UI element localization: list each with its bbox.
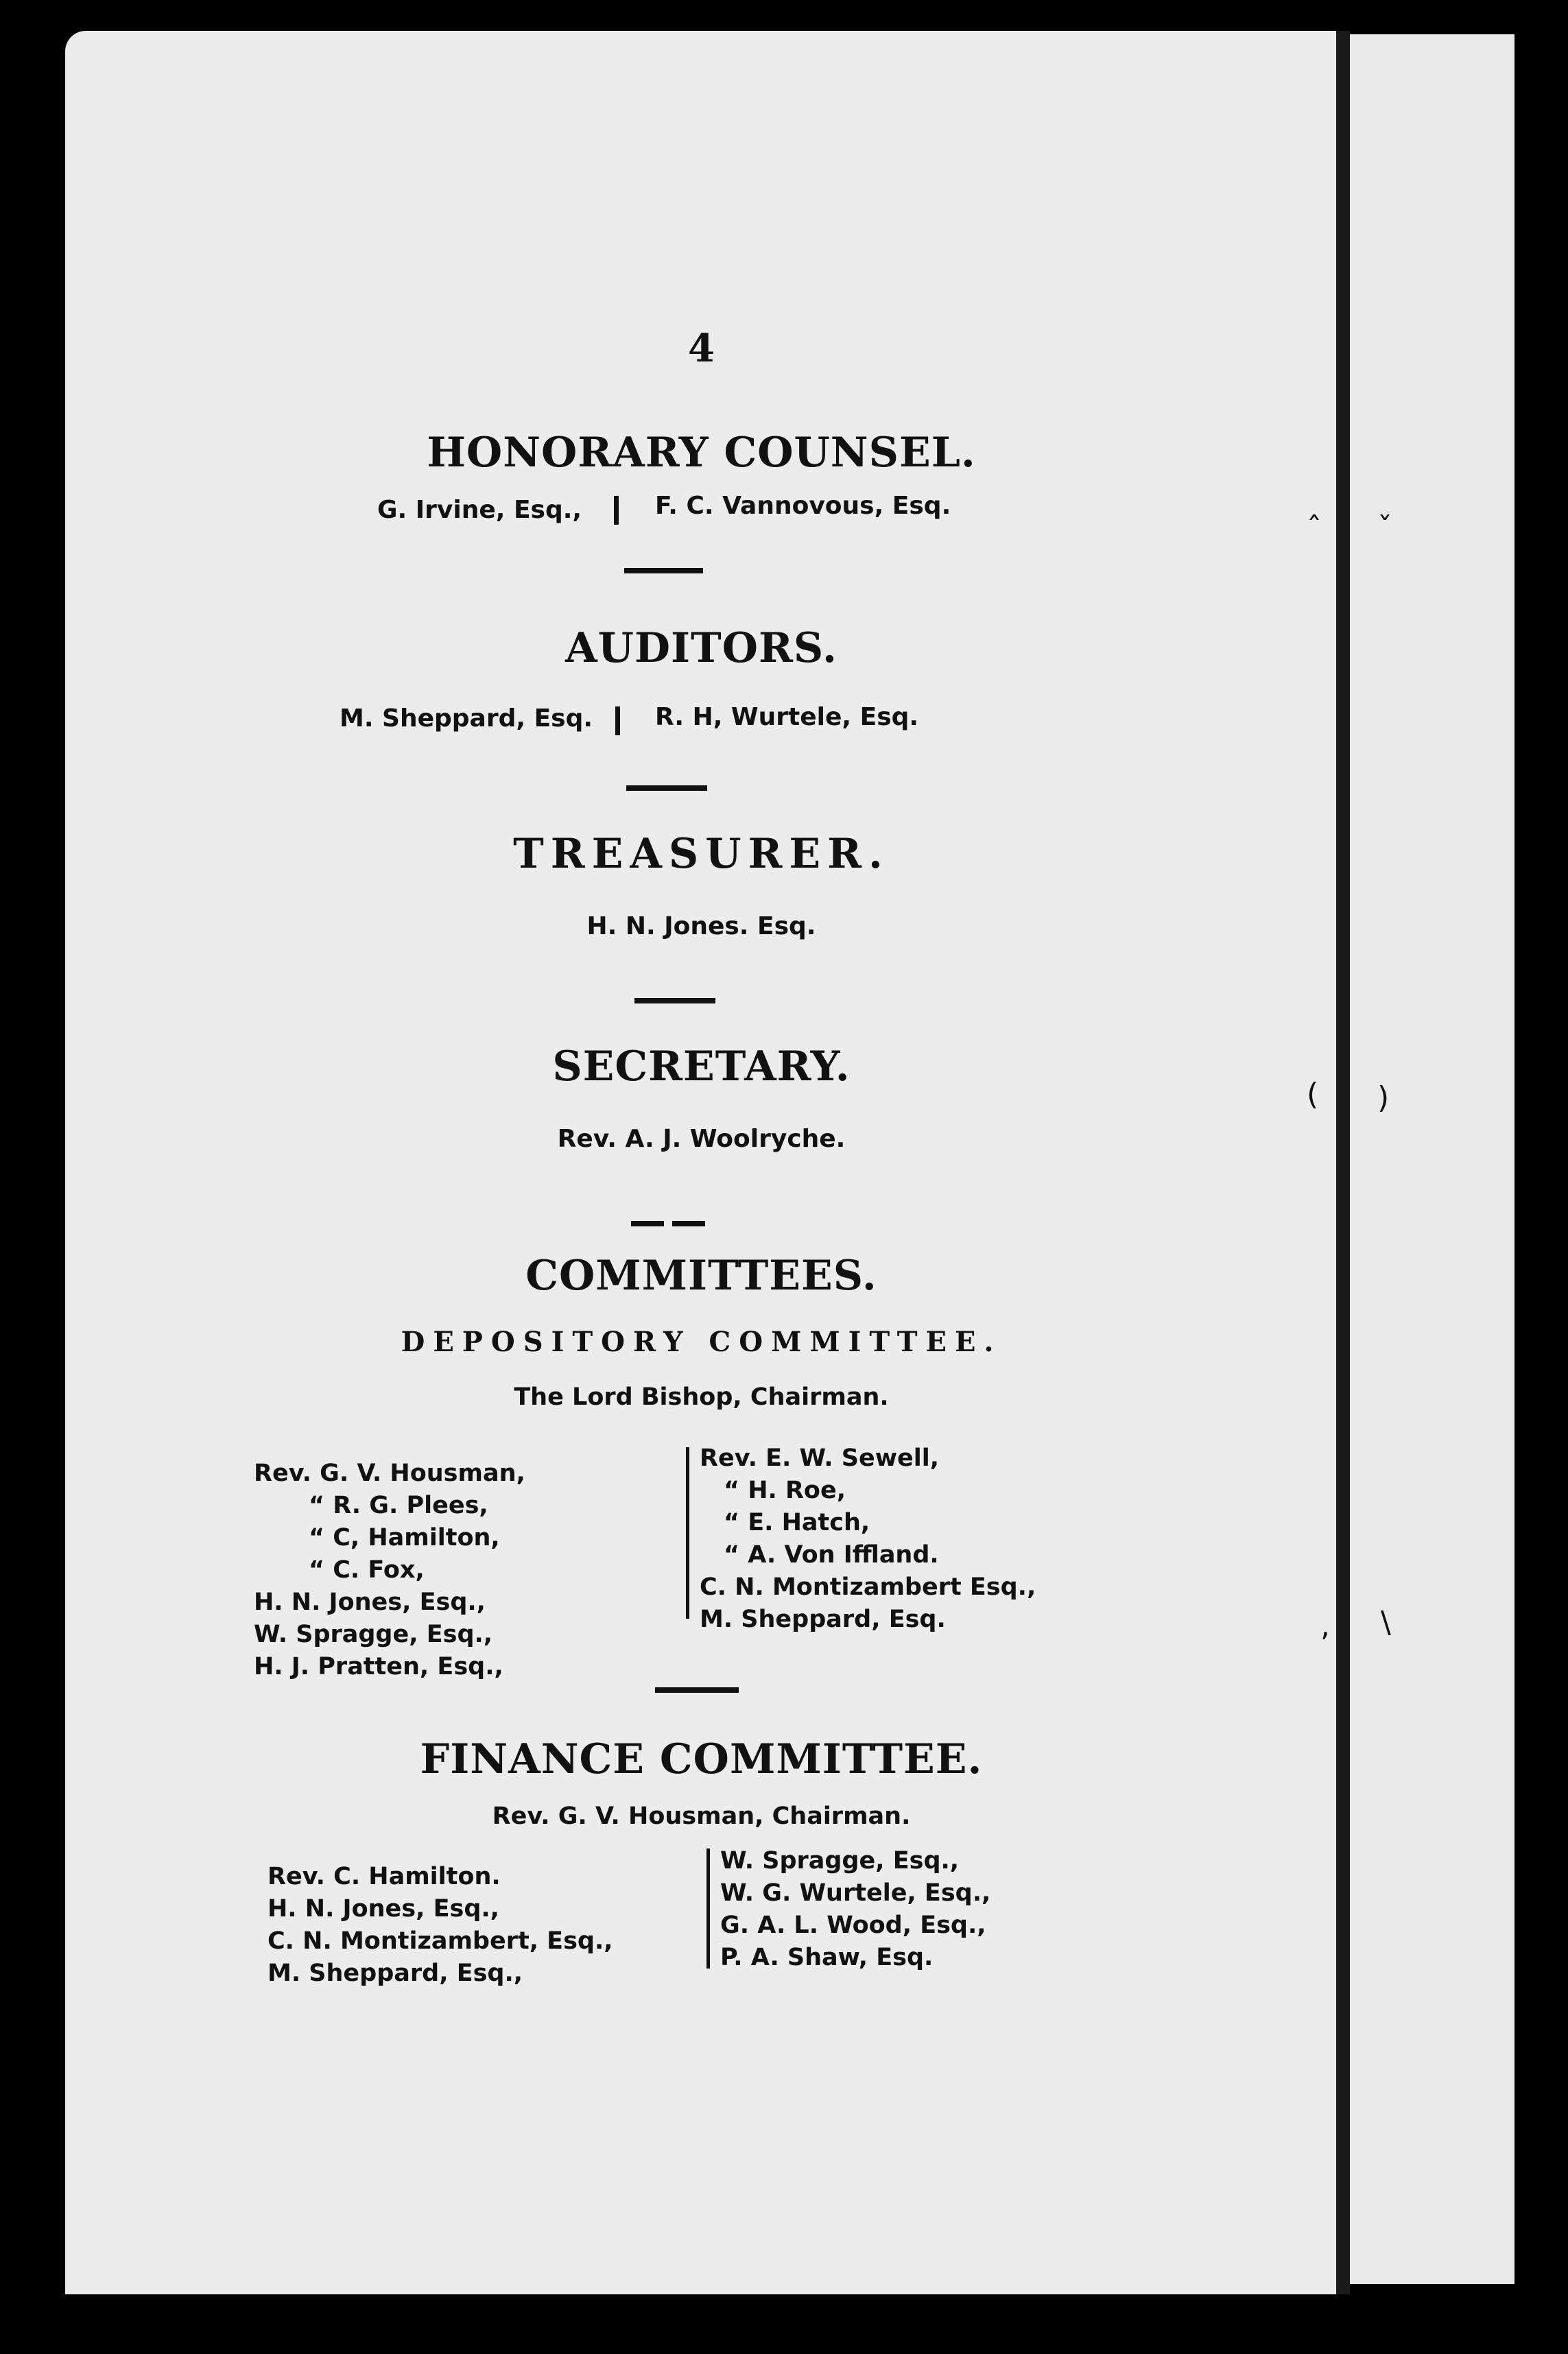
page-fold	[1336, 31, 1350, 2294]
section-rule	[631, 1221, 664, 1226]
secretary-heading: SECRETARY.	[552, 1043, 851, 1091]
list-item: “ H. Roe,	[724, 1477, 846, 1504]
finance-left-column	[268, 1861, 613, 1990]
scan-mark: (	[1307, 1077, 1319, 1112]
auditors-heading: AUDITORS.	[565, 624, 838, 672]
list-item: “ R. G. Plees,	[309, 1492, 488, 1519]
list-item: “ C. Fox,	[309, 1556, 425, 1584]
finance-right-column	[720, 1845, 990, 1974]
secretary-name: Rev. A. J. Woolryche.	[557, 1125, 846, 1153]
list-item: W. G. Wurtele, Esq.,	[720, 1879, 991, 1907]
scan-mark: \	[1381, 1605, 1391, 1640]
section-rule	[624, 568, 703, 573]
list-item: M. Sheppard, Esq.	[700, 1606, 946, 1633]
finance-committee-heading: FINANCE COMMITTEE.	[420, 1735, 983, 1783]
list-item: W. Spragge, Esq.,	[254, 1621, 493, 1648]
list-item: P. A. Shaw, Esq.	[720, 1944, 934, 1971]
auditors-right: R. H, Wurtele, Esq.	[655, 703, 919, 731]
list-item: Rev. C. Hamilton.	[268, 1863, 501, 1890]
list-item: Rev. E. W. Sewell,	[700, 1444, 940, 1472]
scan-mark: ˇ	[1377, 511, 1392, 546]
document-page	[65, 31, 1338, 2294]
list-item: M. Sheppard, Esq.,	[268, 1960, 523, 1987]
facing-page-edge	[1350, 34, 1514, 2284]
scan-mark: )	[1377, 1080, 1390, 1115]
treasurer-name: H. N. Jones. Esq.	[586, 912, 816, 940]
auditors-left: M. Sheppard, Esq.	[340, 704, 593, 733]
section-rule	[655, 1687, 739, 1693]
depository-right-column	[700, 1442, 1036, 1636]
list-item: C. N. Montizambert Esq.,	[700, 1573, 1036, 1601]
list-item: H. N. Jones, Esq.,	[268, 1895, 499, 1923]
scan-mark: ˆ	[1307, 511, 1322, 546]
list-item: Rev. G. V. Housman,	[254, 1460, 525, 1487]
section-rule	[634, 998, 715, 1003]
scan-mark: ,	[1320, 1608, 1330, 1643]
list-item: C. N. Montizambert, Esq.,	[268, 1927, 613, 1955]
honorary-counsel-left: G. Irvine, Esq.,	[377, 496, 582, 524]
treasurer-heading: TREASURER.	[513, 830, 890, 878]
list-item: G. A. L. Wood, Esq.,	[720, 1912, 986, 1939]
column-divider	[706, 1848, 710, 1969]
depository-committee-heading: DEPOSITORY COMMITTEE.	[401, 1326, 1002, 1358]
list-item: “ E. Hatch,	[724, 1509, 870, 1536]
section-rule	[626, 785, 707, 791]
page-number: 4	[688, 326, 715, 371]
list-item: “ A. Von Iffland.	[724, 1541, 939, 1569]
committees-heading: COMMITTEES.	[525, 1252, 877, 1300]
column-divider	[615, 706, 620, 735]
honorary-counsel-heading: HONORARY COUNSEL.	[427, 429, 976, 477]
list-item: W. Spragge, Esq.,	[720, 1847, 960, 1875]
depository-chairman: The Lord Bishop, Chairman.	[514, 1383, 889, 1411]
column-divider	[686, 1447, 689, 1619]
list-item: “ C, Hamilton,	[309, 1524, 500, 1552]
depository-left-column	[254, 1458, 525, 1683]
finance-chairman: Rev. G. V. Housman, Chairman.	[492, 1803, 911, 1830]
list-item: H. J. Pratten, Esq.,	[254, 1653, 503, 1680]
column-divider	[614, 496, 619, 525]
list-item: H. N. Jones, Esq.,	[254, 1589, 486, 1616]
section-rule	[672, 1221, 705, 1226]
honorary-counsel-right: F. C. Vannovous, Esq.	[655, 492, 951, 520]
